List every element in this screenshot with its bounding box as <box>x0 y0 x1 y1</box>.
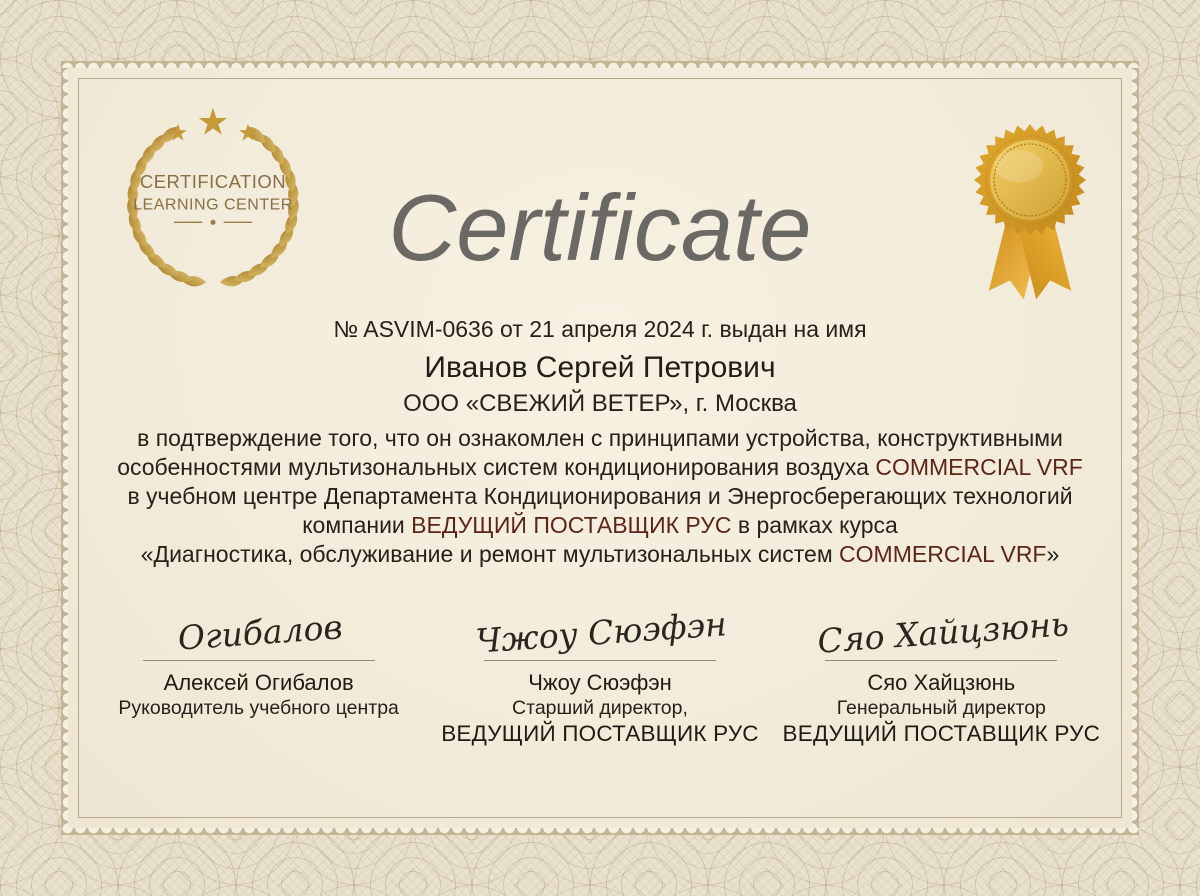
logo-line2: LEARNING CENTER <box>133 195 293 214</box>
svg-text:★: ★ <box>167 118 189 147</box>
signature-autograph-1: Огибалов <box>176 607 344 658</box>
signer-name-2: Чжоу Сюэфэн <box>528 670 672 695</box>
signature-block-1 <box>88 570 429 747</box>
signature-autograph-3: Сяо Хайцзюнь <box>815 604 1070 661</box>
certificate-body-text <box>96 424 1104 569</box>
svg-text:★: ★ <box>196 100 230 144</box>
signer-role-2: Старший директор, <box>512 697 688 719</box>
issue-line: № ASVIM-0636 от 21 апреля 2024 г. выдан на имя <box>333 316 867 342</box>
svg-text:★: ★ <box>237 118 259 147</box>
signer-company-2: ВЕДУЩИЙ ПОСТАВЩИК РУС <box>441 721 759 746</box>
body-line: особенностями мультизональных систем кондиционирования воздуха COMMERCIAL VRF <box>117 454 1083 480</box>
scallop-edge-left <box>61 68 68 828</box>
certificate-panel <box>68 68 1132 828</box>
signature-autograph-2: Чжоу Сюэфэн <box>474 604 729 661</box>
scallop-edge-right <box>1132 68 1139 828</box>
signer-name-1: Алексей Огибалов <box>163 670 354 695</box>
signer-role-3: Генеральный директор <box>836 697 1046 719</box>
signature-line-3 <box>825 660 1057 661</box>
signer-name-3: Сяо Хайцзюнь <box>867 670 1016 695</box>
scallop-edge-bottom <box>61 828 1139 835</box>
body-line: «Диагностика, обслуживание и ремонт мультизональных систем COMMERCIAL VRF» <box>140 541 1060 567</box>
logo-line1: CERTIFICATION <box>139 171 287 193</box>
signature-line-1 <box>143 660 375 661</box>
body-line: компании ВЕДУЩИЙ ПОСТАВЩИК РУС в рамках курса <box>302 512 898 538</box>
signature-block-2 <box>429 570 770 747</box>
scallop-edge-top <box>61 61 1139 68</box>
signatures-row <box>88 570 1112 747</box>
signer-company-3: ВЕДУЩИЙ ПОСТАВЩИК РУС <box>782 721 1101 746</box>
signature-line-2 <box>484 660 716 661</box>
body-line: в подтверждение того, что он ознакомлен с принципами устройства, конструктивными <box>137 425 1063 451</box>
recipient-name: Иванов Сергей Петрович <box>424 351 776 384</box>
certificate-title: Certificate <box>388 175 812 280</box>
signature-block-3 <box>771 570 1112 747</box>
stars-icon <box>168 101 259 147</box>
signer-role-1: Руководитель учебного центра <box>118 697 399 719</box>
recipient-company: ООО «СВЕЖИЙ ВЕТЕР», г. Москва <box>403 390 797 417</box>
body-line: в учебном центре Департамента Кондиционирования и Энергосберегающих технологий <box>127 483 1073 509</box>
